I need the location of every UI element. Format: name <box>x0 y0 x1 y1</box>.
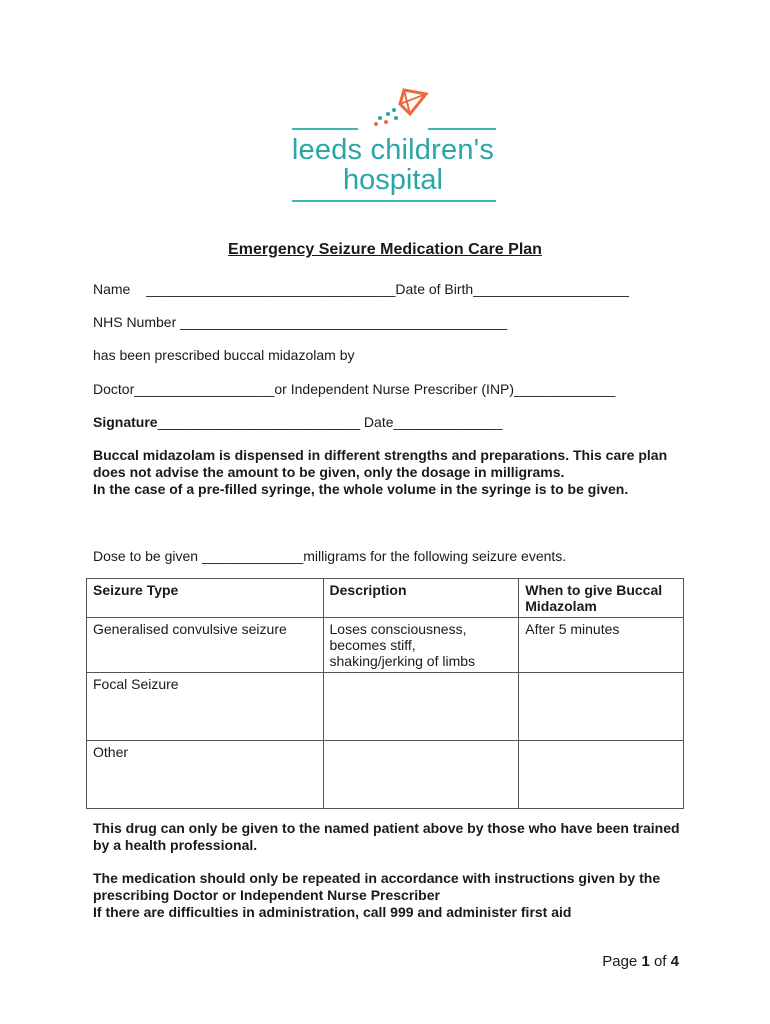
date-label: Date <box>363 414 394 430</box>
header-when-to-give: When to give Buccal Midazolam <box>519 579 684 618</box>
prescribed-text: has been prescribed buccal midazolam by <box>93 347 355 363</box>
name-label: Name <box>93 281 131 297</box>
logo-text-line2: hospital <box>343 164 443 196</box>
date-field[interactable]: ______________ <box>393 414 503 430</box>
logo-text-line1: leeds children's <box>291 134 495 166</box>
dose-field[interactable]: _____________ <box>201 548 304 564</box>
logo-rule-bottom <box>292 200 496 202</box>
prescriber-row <box>93 381 615 397</box>
page-number <box>602 953 679 970</box>
dose-row <box>93 548 566 564</box>
header-description: Description <box>323 579 519 618</box>
cell-seizure-type: Generalised convulsive seizure <box>87 618 324 673</box>
cell-description[interactable] <box>323 673 519 741</box>
table-row <box>87 673 684 741</box>
page-word: Page <box>602 953 638 970</box>
kite-icon <box>370 88 430 132</box>
inp-field[interactable]: _____________ <box>514 381 616 397</box>
doctor-label: Doctor <box>93 381 135 397</box>
notice-line-1: Buccal midazolam is dispensed in different strengths and preparations. This care plan does not advise the amount to be given, only the dosage in milligrams. <box>93 447 668 480</box>
dispensing-notice <box>93 447 683 498</box>
table-header-row <box>87 579 684 618</box>
repeat-instructions <box>93 870 683 921</box>
cell-when-to-give[interactable] <box>519 673 684 741</box>
table-row <box>87 741 684 809</box>
dob-label: Date of Birth <box>395 281 474 297</box>
dose-suffix: milligrams for the following seizure events. <box>303 548 567 564</box>
cell-description: Loses consciousness, becomes stiff, shaking/jerking of limbs <box>323 618 519 673</box>
logo-rule-left <box>292 128 358 130</box>
signature-row <box>93 414 503 430</box>
signature-field[interactable]: __________________________ <box>157 414 361 430</box>
dob-field[interactable]: ____________________ <box>473 281 629 297</box>
repeat-line-2: If there are difficulties in administration, call 999 and administer first aid <box>93 904 572 920</box>
nhs-row <box>93 314 507 330</box>
cell-when-to-give[interactable] <box>519 741 684 809</box>
of-word: of <box>653 953 667 970</box>
cell-when-to-give: After 5 minutes <box>519 618 684 673</box>
hospital-logo <box>290 88 500 204</box>
name-row <box>93 281 629 297</box>
nhs-field[interactable]: __________________________________________ <box>180 314 508 330</box>
table-row <box>87 618 684 673</box>
page-title: Emergency Seizure Medication Care Plan <box>228 241 542 258</box>
inp-label: or Independent Nurse Prescriber (INP) <box>274 381 515 397</box>
name-field[interactable]: ________________________________ <box>146 281 396 297</box>
logo-rule-right <box>428 128 496 130</box>
signature-label: Signature <box>93 414 158 430</box>
doctor-field[interactable]: __________________ <box>134 381 275 397</box>
header-seizure-type: Seizure Type <box>87 579 324 618</box>
notice-line-2: In the case of a pre-filled syringe, the whole volume in the syringe is to be given. <box>93 481 629 497</box>
page-current: 1 <box>641 953 650 970</box>
cell-seizure-type: Other <box>87 741 324 809</box>
repeat-line-1: The medication should only be repeated in accordance with instructions given by the prescribing Doctor or Independent Nurse Prescriber <box>93 870 661 903</box>
seizure-table <box>86 578 684 809</box>
cell-seizure-type: Focal Seizure <box>87 673 324 741</box>
training-warning: This drug can only be given to the named patient above by those who have been trained by a health professional. <box>93 820 680 853</box>
dose-prefix: Dose to be given <box>93 548 202 564</box>
cell-description[interactable] <box>323 741 519 809</box>
page-total: 4 <box>670 953 679 970</box>
nhs-label: NHS Number <box>93 314 177 330</box>
